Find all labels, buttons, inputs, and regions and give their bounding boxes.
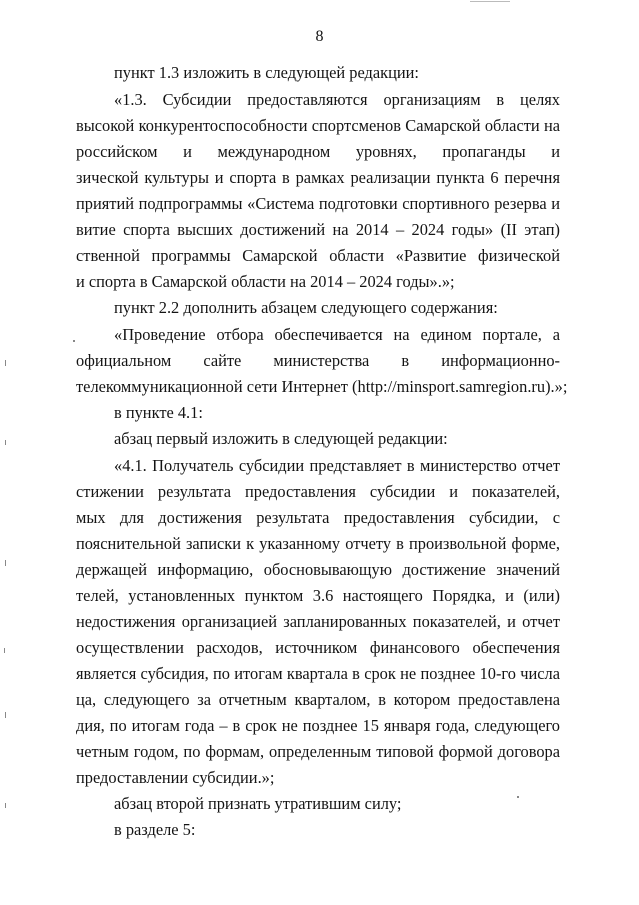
paragraph-line: официальном сайте министерства в информационно- — [76, 351, 560, 370]
paragraph-line: ственной программы Самарской области «Развитие физической — [76, 246, 560, 265]
paragraph-line: пункт 1.3 изложить в следующей редакции: — [114, 63, 419, 82]
paragraph-line: является субсидия, по итогам квартала в срок не позднее 10-го числа — [76, 664, 560, 683]
paragraph-line: высокой конкурентоспособности спортсменов Самарской области на — [76, 116, 560, 135]
paragraph-line: абзац второй признать утратившим силу; — [114, 794, 402, 813]
paragraph-line: дия, по итогам года – в срок не позднее 15 января года, следующего — [76, 716, 560, 735]
paragraph-line: четным годом, по формам, определенным типовой формой договора — [76, 742, 560, 761]
paragraph-line: и спорта в Самарской области на 2014 – 2024 годы».»; — [76, 272, 455, 291]
paragraph-line: витие спорта высших достижений на 2014 – 2024 годы» (II этап) — [76, 220, 560, 239]
paragraph-line: пояснительной записки к указанному отчету в произвольной форме, — [76, 534, 560, 553]
paragraph-line: предоставлении субсидии.»; — [76, 768, 275, 787]
paragraph-line: телекоммуникационной сети Интернет (http://minsport.samregion.ru).»; — [76, 377, 568, 396]
paragraph-line: «4.1. Получатель субсидии представляет в министерство отчет — [114, 456, 560, 475]
paragraph-line: в разделе 5: — [114, 820, 196, 839]
paragraph-line: осуществлении расходов, источником финансового обеспечения — [76, 638, 560, 657]
paragraph-line: телей, установленных пунктом 3.6 настоящего Порядка, и (или) — [76, 586, 560, 605]
paragraph-line: приятий подпрограммы «Система подготовки спортивного резерва и — [76, 194, 560, 213]
paragraph-line: ца, следующего за отчетным кварталом, в котором предоставлена — [76, 690, 560, 709]
paragraph-line: держащей информацию, обосновывающую достижение значений — [76, 560, 560, 579]
paragraph-line: «Проведение отбора обеспечивается на едином портале, а — [114, 325, 560, 344]
paragraph-line: «1.3. Субсидии предоставляются организациям в целях — [114, 90, 560, 109]
paragraph-line: стижении результата предоставления субсидии и показателей, — [76, 482, 560, 501]
paragraph-line: пункт 2.2 дополнить абзацем следующего содержания: — [114, 298, 498, 317]
paragraph-line: российском и международном уровнях, пропаганды и — [76, 142, 560, 161]
paragraph-line: абзац первый изложить в следующей редакции: — [114, 429, 448, 448]
paragraph-line: в пункте 4.1: — [114, 403, 203, 422]
page-number: 8 — [315, 28, 324, 45]
paragraph-line: зической культуры и спорта в рамках реализации пункта 6 перечня — [76, 168, 560, 187]
paragraph-line: недостижения организацией запланированных показателей, и отчет — [76, 612, 560, 631]
paragraph-line: мых для достижения результата предоставления субсидии, с — [76, 508, 560, 527]
